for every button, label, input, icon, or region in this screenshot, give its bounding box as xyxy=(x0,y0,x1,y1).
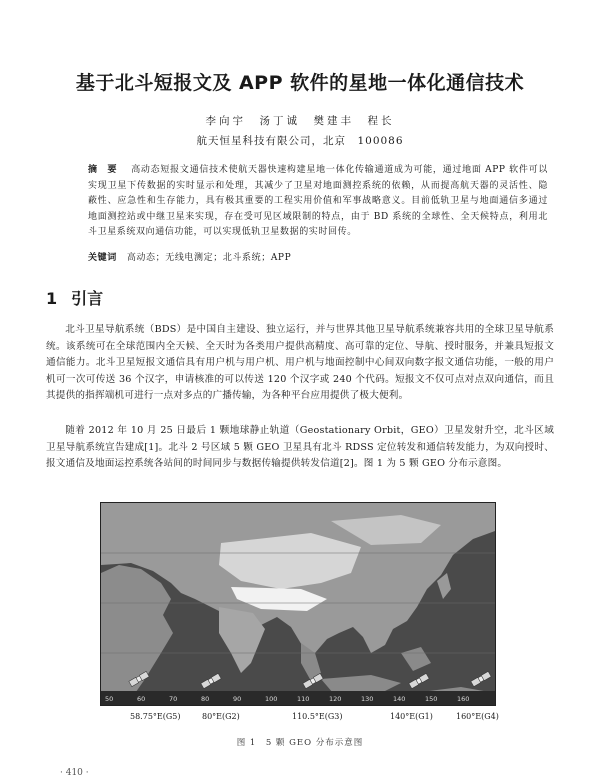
paragraph-1: 北斗卫星导航系统（BDS）是中国自主建设、独立运行，并与世界其他卫星导航系统兼容共用的全球卫星导航系统。该系统可在全球范围内全天候、全天时为各类用户提供高精度、高可靠的定位、导航、授时服务，并兼具短报文通信能力。北斗卫星短报文通信具有用户机与用户机、用户机与地面控制中心间双向数字报文通信功能，一般的用户机可一次可传送 36 个汉字，申请核准的可以传送 120 个汉字或 240 个代码。短报文不仅可点对点双向通信，而且其提供的指挥端机可进行一点对多点的广播传输，为各种平台应用提供了极大便利。 xyxy=(46,324,554,401)
figure-caption: 图 1 5 颗 GEO 分布示意图 xyxy=(236,738,364,748)
geo-satellite-labels xyxy=(100,712,510,726)
keywords xyxy=(88,250,548,263)
scale-tick: 100 xyxy=(265,695,278,703)
geo-label: 80°E(G2) xyxy=(202,712,240,721)
scale-tick: 140 xyxy=(393,695,406,703)
satellite-map-image xyxy=(101,503,495,705)
scale-tick: 90 xyxy=(233,695,242,703)
section-title: 引言 xyxy=(71,289,104,308)
geo-label: 140°E(G1) xyxy=(390,712,433,721)
scale-tick: 50 xyxy=(105,695,114,703)
scale-tick: 160 xyxy=(457,695,470,703)
section-number: 1 xyxy=(46,289,58,308)
page-number: · 410 · xyxy=(60,768,89,778)
abstract-label: 摘 要 xyxy=(88,165,118,175)
scale-tick: 110 xyxy=(297,695,310,703)
paper-title: 基于北斗短报文及 APP 软件的星地一体化通信技术 xyxy=(75,72,525,94)
section-heading xyxy=(46,286,103,309)
abstract xyxy=(88,163,548,241)
geo-label: 58.75°E(G5) xyxy=(130,712,181,721)
scale-tick: 80 xyxy=(201,695,210,703)
keywords-text: 高动态；无线电测定；北斗系统；APP xyxy=(126,253,292,263)
scale-tick: 70 xyxy=(169,695,178,703)
geo-label: 110.5°E(G3) xyxy=(292,712,343,721)
scale-tick: 60 xyxy=(137,695,146,703)
abstract-text: 高动态短报文通信技术使航天器快速构建星地一体化传输通道成为可能，通过地面 APP 软件可以实现卫星下传数据的实时显示和处理，其减少了卫星对地面测控系统的依赖，从而提高航天器的灵活性、隐蔽性、应急性和生存能力，具有极其重要的工程实用价值和军事战略意义。目前低轨卫星与地面通信多通过地面测控站或中继卫星来实现，存在受可见区域限制的特点，由于 BD 系统的全球性、全天候特点，利用北斗卫星系统双向通信功能，可以实现低轨卫星数据的实时回传。 xyxy=(88,165,548,237)
geo-label: 160°E(G4) xyxy=(456,712,499,721)
scale-tick: 150 xyxy=(425,695,438,703)
geo-distribution-map xyxy=(100,502,496,706)
affiliation: 航天恒星科技有限公司，北京 100086 xyxy=(196,135,404,147)
paragraph-2: 随着 2012 年 10 月 25 日最后 1 颗地球静止轨道（Geostationary Orbit，GEO）卫星发射升空，北斗区域卫星导航系统宣告建成[1]。北斗 2 号区域 5 颗 GEO 卫星具有北斗 RDSS 定位转发和通信转发能力，为双向授时、报文通信及地面运控系统各站间的时间同步与数据传输提供转发信道[2]。图 1 为 5 颗 GEO 分布示意图。 xyxy=(46,425,554,469)
scale-tick: 120 xyxy=(329,695,342,703)
authors: 李向宇 汤丁诚 樊建丰 程长 xyxy=(205,115,395,127)
scale-tick: 130 xyxy=(361,695,374,703)
keywords-label: 关键词 xyxy=(88,253,117,263)
